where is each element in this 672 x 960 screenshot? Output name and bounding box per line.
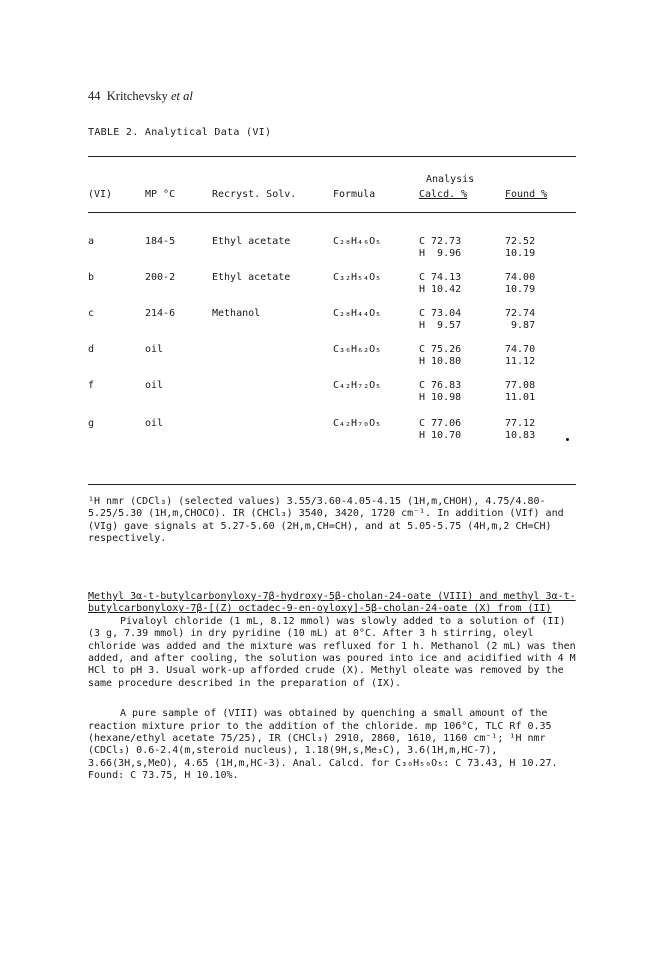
col-header-formula: Formula xyxy=(333,189,376,200)
row-calcd-h: H 9.57 xyxy=(419,320,462,331)
col-header-solvent: Recryst. Solv. xyxy=(212,189,297,200)
row-mp: oil xyxy=(145,380,164,391)
page-number: 44 xyxy=(88,89,101,103)
row-found-h: 11.01 xyxy=(505,392,536,403)
row-calcd-c: C 74.13 xyxy=(419,272,462,283)
row-found-c: 74.00 xyxy=(505,272,536,283)
row-mp: 214-6 xyxy=(145,308,176,319)
row-found-h: 10.83 xyxy=(505,430,536,441)
section-title: Methyl 3α-t-butylcarbonyloxy-7β-hydroxy-5β-cholan-24-oate (VIII) and methyl 3α-t-butylcarbonyloxy-7β-[(Z) octadec-9-en-oyloxy]-5β-cholan-24-oate (X) from (II) xyxy=(88,591,576,615)
paragraph-1: Pivaloyl chloride (1 mL, 8.12 mmol) was slowly added to a solution of (II) (3 g, 7.39 mmol) in dry pyridine (10 mL) at 0°C. After 3 h stirring, oleyl chloride was added and the mixture was refluxed for 1 h. Methanol (2 mL) was then added, and after cooling, the solution was poured into ice and acidified with 4 M HCl to pH 3. Usual work-up afforded crude (X). Methyl oleate was removed by the same procedure described in the preparation of (IX). xyxy=(88,615,576,689)
row-id: g xyxy=(88,418,95,429)
row-solvent: Methanol xyxy=(212,308,261,319)
row-found-c: 72.74 xyxy=(505,308,536,319)
row-found-c: 77.12 xyxy=(505,418,536,429)
page-header xyxy=(88,89,193,104)
row-formula: C₃₂H₅₄O₅ xyxy=(333,272,382,283)
row-calcd-h: H 10.80 xyxy=(419,356,462,367)
row-found-h: 9.87 xyxy=(505,320,536,331)
analysis-header: Analysis xyxy=(426,174,475,185)
row-calcd-c: C 77.06 xyxy=(419,418,462,429)
row-mp: 200-2 xyxy=(145,272,176,283)
row-id: d xyxy=(88,344,95,355)
table-caption: TABLE 2. Analytical Data (VI) xyxy=(88,127,272,138)
row-mp: oil xyxy=(145,418,164,429)
row-calcd-h: H 10.42 xyxy=(419,284,462,295)
row-calcd-c: C 75.26 xyxy=(419,344,462,355)
row-solvent: Ethyl acetate xyxy=(212,272,291,283)
row-formula: C₃₆H₆₂O₅ xyxy=(333,344,382,355)
row-calcd-c: C 76.83 xyxy=(419,380,462,391)
row-calcd-c: C 72.73 xyxy=(419,236,462,247)
paragraph-2: A pure sample of (VIII) was obtained by quenching a small amount of the reaction mixture prior to the addition of the chloride. mp 106°C, TLC Rf 0.35 (hexane/ethyl acetate 75/25), IR (CHCl₃) 2910, 2860, 1610, 1160 cm⁻¹; ¹H nmr (CDCl₃) 0.6-2.4(m,steroid nucleus), 1.18(9H,s,Me₃C), 3.6(1H,m,HC-7), 3.66(3H,s,MeO), 4.65 (1H,m,HC-3). Anal. Calcd. for C₃₀H₅₀O₅: C 73.43, H 10.27. Found: C 73.75, H 10.10%. xyxy=(88,708,558,782)
row-id: b xyxy=(88,272,95,283)
row-found-h: 11.12 xyxy=(505,356,536,367)
row-id: a xyxy=(88,236,95,247)
row-calcd-h: H 9.96 xyxy=(419,248,462,259)
col-header-id: (VI) xyxy=(88,189,113,200)
row-id: c xyxy=(88,308,95,319)
footnote-text: ¹H nmr (CDCl₃) (selected values) 3.55/3.60-4.05-4.15 (1H,m,CHOH), 4.75/4.80-5.25/5.30 (1H,m,CHOCO). IR (CHCl₃) 3540, 3420, 1720 cm⁻¹. In addition (VIf) and (VIg) gave signals at 5.27-5.60 (2H,m,CH=CH), and at 5.05-5.75 (4H,m,2 CH=CH) respectively. xyxy=(88,496,564,545)
row-found-c: 72.52 xyxy=(505,236,536,247)
row-formula: C₂₈H₄₆O₅ xyxy=(333,236,382,247)
row-found-h: 10.79 xyxy=(505,284,536,295)
row-calcd-h: H 10.70 xyxy=(419,430,462,441)
row-calcd-c: C 73.04 xyxy=(419,308,462,319)
author-etal: et al xyxy=(170,89,193,103)
col-header-found: Found % xyxy=(505,189,548,200)
table-top-rule xyxy=(88,156,576,157)
row-id: f xyxy=(88,380,95,391)
col-header-calcd: Calcd. % xyxy=(419,189,468,200)
row-found-c: 77.08 xyxy=(505,380,536,391)
experimental-section xyxy=(88,591,578,783)
row-mp: oil xyxy=(145,344,164,355)
row-formula: C₂₈H₄₄O₅ xyxy=(333,308,382,319)
row-calcd-h: H 10.98 xyxy=(419,392,462,403)
row-formula: C₄₂H₇₀O₅ xyxy=(333,418,382,429)
row-found-c: 74.70 xyxy=(505,344,536,355)
row-solvent: Ethyl acetate xyxy=(212,236,291,247)
row-found-h: 10.19 xyxy=(505,248,536,259)
author-name: Kritchevsky xyxy=(106,89,168,103)
table-bottom-rule xyxy=(88,484,576,485)
table-header-rule xyxy=(88,212,576,213)
row-formula: C₄₂H₇₂O₅ xyxy=(333,380,382,391)
row-mp: 184-5 xyxy=(145,236,176,247)
table-footnote xyxy=(88,496,578,546)
col-header-mp: MP °C xyxy=(145,189,176,200)
stray-mark xyxy=(566,438,569,441)
